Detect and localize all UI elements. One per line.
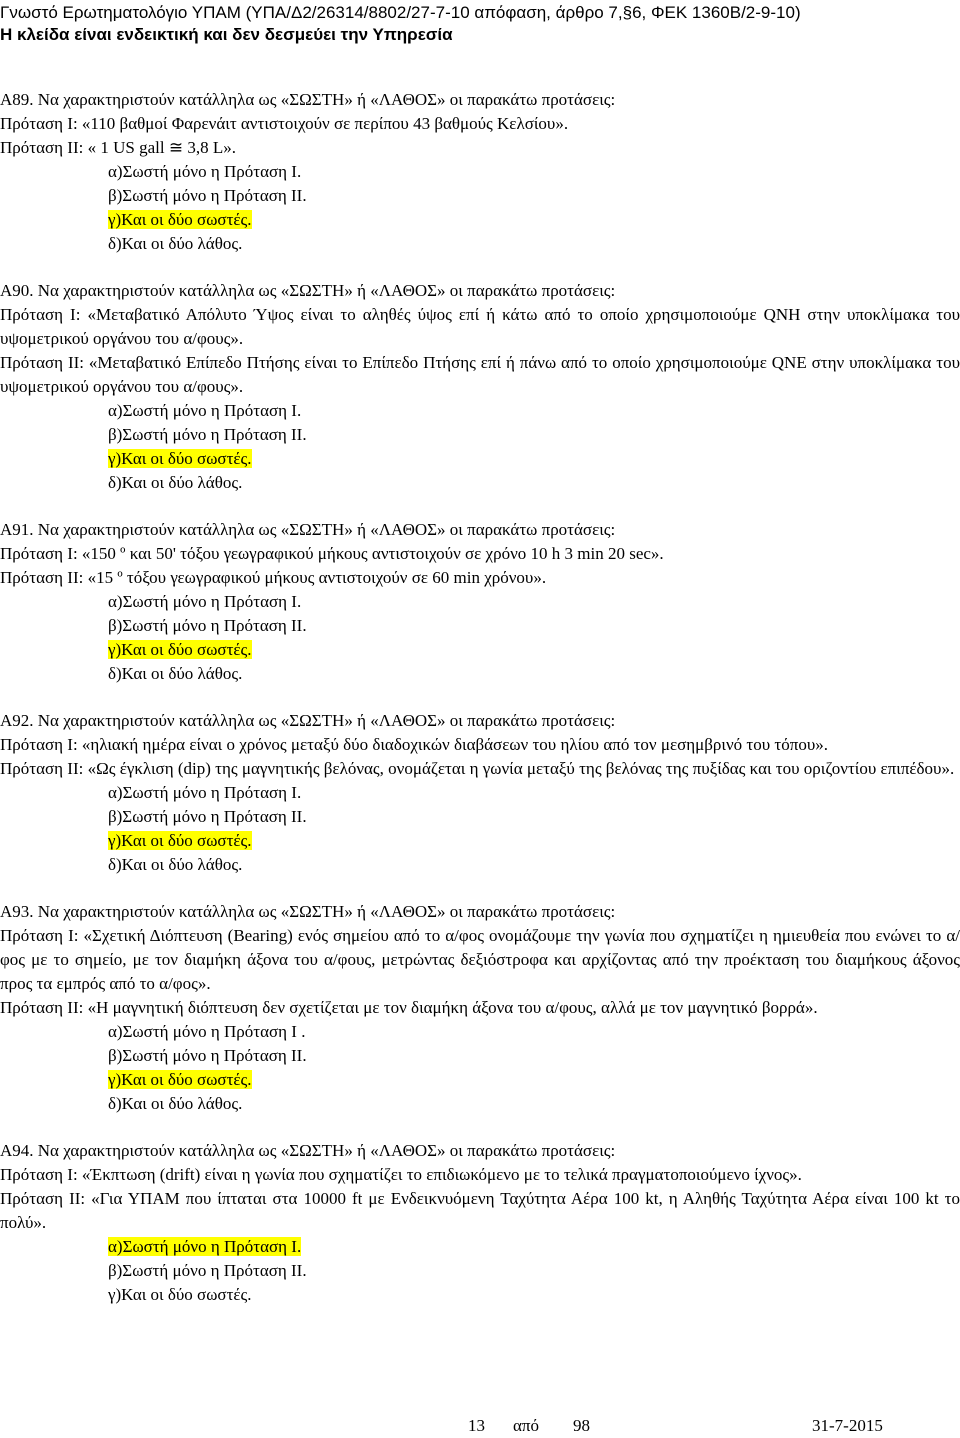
answer-options [108, 590, 960, 686]
answer-options [108, 1020, 960, 1116]
option-c-text-highlighted: γ)Και οι δύο σωστές. [108, 640, 252, 659]
option-a-text: α)Σωστή μόνο η Πρόταση Ι. [108, 783, 302, 802]
statement-2: Πρόταση ΙΙ: «Η μαγνητική διόπτευση δεν σχετίζεται με τον διαμήκη άξονα του α/φους, αλλά με τον μαγνητικό βορρά». [0, 998, 818, 1017]
answer-options [108, 399, 960, 495]
option-d-text: δ)Και οι δύο λάθος. [108, 473, 243, 492]
option-a-text-highlighted: α)Σωστή μόνο η Πρόταση Ι. [108, 1237, 302, 1256]
header-title: Γνωστό Ερωτηματολόγιο ΥΠΑΜ (ΥΠΑ/Δ2/26314/8802/27-7-10 απόφαση, άρθρο 7,§6, ΦΕΚ 1360Β/2-9-10) [0, 3, 801, 22]
option-b [108, 805, 960, 829]
option-a [108, 1235, 960, 1259]
option-a [108, 160, 960, 184]
option-d [108, 662, 960, 686]
option-b [108, 184, 960, 208]
option-d [108, 1092, 960, 1116]
option-a [108, 1020, 960, 1044]
question-title: Α90. Να χαρακτηριστούν κατάλληλα ως «ΣΩΣΤΗ» ή «ΛΑΘΟΣ» οι παρακάτω προτάσεις: [0, 281, 616, 300]
option-d [108, 471, 960, 495]
option-a-text: α)Σωστή μόνο η Πρόταση Ι. [108, 592, 302, 611]
statement-1: Πρόταση Ι: «Έκπτωση (drift) είναι η γωνία που σχηματίζει το επιδιωκόμενο με το τελικά πραγματοποιούμενο ίχνος». [0, 1165, 802, 1184]
page-total: 98 [573, 1416, 590, 1435]
option-a [108, 781, 960, 805]
question-title: Α92. Να χαρακτηριστούν κατάλληλα ως «ΣΩΣΤΗ» ή «ΛΑΘΟΣ» οι παρακάτω προτάσεις: [0, 711, 616, 730]
option-d-text: δ)Και οι δύο λάθος. [108, 664, 243, 683]
question-a91 [0, 518, 960, 686]
option-d-text: δ)Και οι δύο λάθος. [108, 855, 243, 874]
option-d [108, 232, 960, 256]
option-b [108, 614, 960, 638]
option-c [108, 829, 960, 853]
option-a-text: α)Σωστή μόνο η Πρόταση Ι. [108, 401, 302, 420]
option-b-text: β)Σωστή μόνο η Πρόταση ΙΙ. [108, 186, 307, 205]
statement-2: Πρόταση ΙΙ: «Μεταβατικό Επίπεδο Πτήσης είναι το Επίπεδο Πτήσης επί ή πάνω από το οποίο χρησιμοποιούμε QNE στην υποκλίμακα του υψομετρικού οργάνου του α/φους». [0, 353, 960, 396]
option-d-text: δ)Και οι δύο λάθος. [108, 234, 243, 253]
page-footer [0, 1415, 960, 1437]
header-disclaimer: Η κλείδα είναι ενδεικτική και δεν δεσμεύει την Υπηρεσία [0, 25, 453, 44]
statement-1: Πρόταση Ι: «150 º και 50' τόξου γεωγραφικού μήκους αντιστοιχούν σε χρόνο 10 h 3 min 20 sec». [0, 544, 664, 563]
footer-date: 31-7-2015 [812, 1416, 883, 1435]
statement-2: Πρόταση ΙΙ: «Για ΥΠΑΜ που ίπταται στα 10000 ft με Ενδεικνυόμενη Ταχύτητα Αέρα 100 kt, η Αληθής Ταχύτητα Αέρα είναι 100 kt το πολύ». [0, 1189, 960, 1232]
option-c [108, 447, 960, 471]
statement-2: Πρόταση ΙΙ: «Ως έγκλιση (dip) της μαγνητικής βελόνας, ονομάζεται η γωνία μεταξύ της βελόνας της πυξίδας και του οριζοντίου επιπέδου». [0, 759, 955, 778]
statement-1: Πρόταση Ι: «Σχετική Διόπτευση (Bearing) ενός σημείου από το α/φος ονομάζουμε την γωνία που σχηματίζει η ημιευθεία που ενώνει το α/φος με το σημείο, με τον διαμήκη άξονα του α/φους, μετρώντας δεξιόστροφα και αρχίζοντας από την προέκταση του διαμήκους άξονος προς τα εμπρός από το α/φος». [0, 926, 960, 993]
option-d [108, 853, 960, 877]
option-c-text-highlighted: γ)Και οι δύο σωστές. [108, 831, 252, 850]
answer-options [108, 1235, 960, 1307]
answer-options [108, 781, 960, 877]
option-b [108, 1259, 960, 1283]
option-b-text: β)Σωστή μόνο η Πρόταση ΙΙ. [108, 1261, 307, 1280]
option-c-text-highlighted: γ)Και οι δύο σωστές. [108, 449, 252, 468]
option-c-text-highlighted: γ)Και οι δύο σωστές. [108, 1070, 252, 1089]
statement-1: Πρόταση Ι: «110 βαθμοί Φαρενάιτ αντιστοιχούν σε περίπου 43 βαθμούς Κελσίου». [0, 114, 569, 133]
option-d-text: δ)Και οι δύο λάθος. [108, 1094, 243, 1113]
statement-1: Πρόταση Ι: «Μεταβατικό Απόλυτο Ύψος είναι το αληθές ύψος επί ή κάτω από το οποίο χρησιμοποιούμε QNH στην υποκλίμακα του υψομετρικού οργάνου του α/φους». [0, 305, 960, 348]
option-b-text: β)Σωστή μόνο η Πρόταση ΙΙ. [108, 807, 307, 826]
option-a [108, 399, 960, 423]
option-c-text: γ)Και οι δύο σωστές. [108, 1285, 252, 1304]
option-b [108, 423, 960, 447]
question-a90 [0, 279, 960, 495]
page-of-label: από [513, 1416, 539, 1435]
question-title: Α91. Να χαρακτηριστούν κατάλληλα ως «ΣΩΣΤΗ» ή «ΛΑΘΟΣ» οι παρακάτω προτάσεις: [0, 520, 616, 539]
page-number: 13 [468, 1416, 485, 1435]
option-b [108, 1044, 960, 1068]
option-b-text: β)Σωστή μόνο η Πρόταση ΙΙ. [108, 425, 307, 444]
question-list [0, 88, 960, 1330]
page-header [0, 2, 960, 46]
question-a93 [0, 900, 960, 1116]
question-a89 [0, 88, 960, 256]
option-b-text: β)Σωστή μόνο η Πρόταση ΙΙ. [108, 1046, 307, 1065]
option-a-text: α)Σωστή μόνο η Πρόταση Ι. [108, 162, 302, 181]
question-a92 [0, 709, 960, 877]
option-c-text-highlighted: γ)Και οι δύο σωστές. [108, 210, 252, 229]
question-title: Α93. Να χαρακτηριστούν κατάλληλα ως «ΣΩΣΤΗ» ή «ΛΑΘΟΣ» οι παρακάτω προτάσεις: [0, 902, 616, 921]
statement-2: Πρόταση ΙΙ: «15 º τόξου γεωγραφικού μήκους αντιστοιχούν σε 60 min χρόνου». [0, 568, 547, 587]
question-title: Α94. Να χαρακτηριστούν κατάλληλα ως «ΣΩΣΤΗ» ή «ΛΑΘΟΣ» οι παρακάτω προτάσεις: [0, 1141, 616, 1160]
statement-2: Πρόταση ΙΙ: « 1 US gall ≅ 3,8 L». [0, 138, 236, 157]
option-b-text: β)Σωστή μόνο η Πρόταση ΙΙ. [108, 616, 307, 635]
option-c [108, 1283, 960, 1307]
option-c [108, 208, 960, 232]
option-c [108, 638, 960, 662]
option-c [108, 1068, 960, 1092]
option-a-text: α)Σωστή μόνο η Πρόταση Ι . [108, 1022, 306, 1041]
question-title: Α89. Να χαρακτηριστούν κατάλληλα ως «ΣΩΣΤΗ» ή «ΛΑΘΟΣ» οι παρακάτω προτάσεις: [0, 90, 616, 109]
statement-1: Πρόταση Ι: «ηλιακή ημέρα είναι ο χρόνος μεταξύ δύο διαδοχικών διαβάσεων του ηλίου από τον μεσημβρινό του τόπου». [0, 735, 828, 754]
answer-options [108, 160, 960, 256]
question-a94 [0, 1139, 960, 1307]
option-a [108, 590, 960, 614]
